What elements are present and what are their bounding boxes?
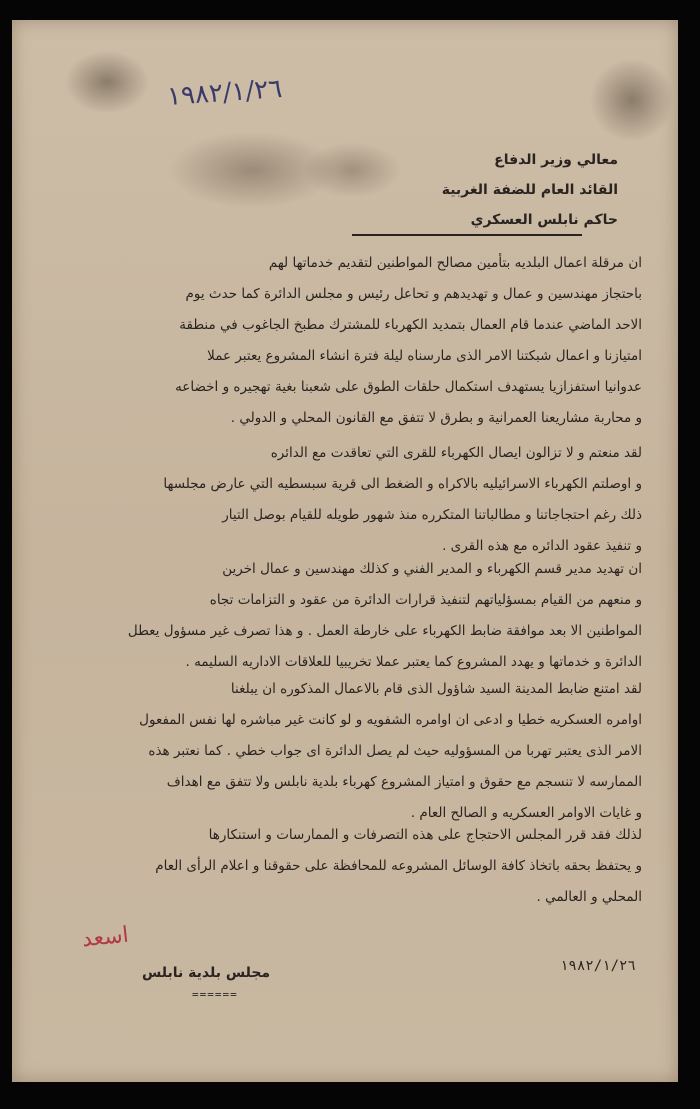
paragraph-2: [72, 438, 642, 562]
text-line: عدوانيا استفزازيا يستهدف استكمال حلقات الطوق على شعبنا بغية تهجيره و اخضاعه: [175, 379, 642, 395]
text-line: و يحتفظ بحقه باتخاذ كافة الوسائل المشروعه للمحافظة على حقوقنا و اعلام الرأى العام: [155, 858, 642, 874]
text-line: الممارسه لا تنسجم مع حقوق و امتياز المشروع كهرباء بلدية نابلس ولا تتفق مع اهداف: [166, 774, 642, 790]
council-name: مجلس بلدية نابلس: [142, 965, 271, 981]
text-line: اوامره العسكريه خطيا و ادعى ان اوامره الشفويه و لو كانت غير مباشره لها نفس المفعول: [139, 712, 642, 728]
text-line: و غايات الاوامر العسكريه و الصالح العام .: [410, 805, 642, 821]
handwritten-signature: اسعد: [80, 922, 130, 953]
document-date: ١٩٨٢/١/٢٦: [560, 958, 636, 974]
document-sheet: [12, 20, 678, 1082]
paragraph-4: [72, 674, 642, 829]
addressee-commander: القائد العام للضفة الغربية: [441, 182, 618, 198]
text-line: ذلك رغم احتجاجاتنا و مطالباتنا المتكرره منذ شهور طويله للقيام بوصل التيار: [222, 507, 642, 523]
text-line: و اوصلتم الكهرباء الاسرائيليه بالاكراه و الضغط الى قرية سبسطيه التي عارض مجلسها: [163, 476, 642, 492]
addressee-minister: معالي وزير الدفاع: [494, 152, 618, 168]
text-line: الدائرة و خدماتها و يهدد المشروع كما يعتبر عملا تخريبيا للعلاقات الاداريه السليمه .: [185, 654, 642, 670]
text-line: الامر الذى يعتبر تهربا من المسؤوليه حيث لم يصل الدائرة اى جواب خطي . كما نعتبر هذه: [148, 743, 642, 759]
addressee-governor: حاكم نابلس العسكري: [470, 212, 618, 228]
council-underline: ======: [192, 988, 238, 1001]
text-line: ان تهديد مدير قسم الكهرباء و المدير الفني و كذلك مهندسين و عمال اخرين: [222, 561, 642, 577]
addressee-rule: [352, 234, 582, 236]
text-line: المحلي و العالمي .: [536, 889, 642, 905]
text-line: الاحد الماضي عندما قام العمال بتمديد الكهرباء للمشترك مطبخ الجاغوب في منطقة: [179, 317, 642, 333]
text-line: المواطنين الا بعد موافقة ضابط الكهرباء على خارطة العمل . و هذا تصرف غير مسؤول يعطل: [127, 623, 642, 639]
text-line: باحتجاز مهندسين و عمال و تهديدهم و تحاعل رئيس و مجلس الدائرة كما حدث يوم: [185, 286, 642, 302]
text-line: لذلك فقد قرر المجلس الاحتجاج على هذه التصرفات و الممارسات و استنكارها: [208, 827, 642, 843]
text-line: امتيازنا و اعمال شبكتنا الامر الذى مارسناه ليلة فترة انشاء المشروع يعتبر عملا: [207, 348, 642, 364]
text-line: و منعهم من القيام بمسؤلياتهم لتنفيذ قرارات الدائرة من عقود و التزامات تجاه: [209, 592, 642, 608]
text-line: لقد امتنع ضابط المدينة السيد شاؤول الذى قام بالاعمال المذكوره ان يبلغنا: [230, 681, 642, 697]
paragraph-1: [72, 248, 642, 434]
paragraph-3: [72, 554, 642, 678]
text-line: لقد منعتم و لا تزالون ايصال الكهرباء للقرى التي تعاقدت مع الدائره: [270, 445, 642, 461]
text-line: ان مرقلة اعمال البلديه بتأمين مصالح المواطنين لتقديم خدماتها لهم: [268, 255, 642, 271]
text-line: و تنفيذ عقود الدائره مع هذه القرى .: [442, 538, 642, 554]
text-line: و محاربة مشاريعنا العمرانية و بطرق لا تتفق مع القانون المحلي و الدولي .: [230, 410, 642, 426]
handwritten-date: ١٩٨٢/١/٢٦: [166, 74, 284, 112]
paragraph-5: [72, 820, 642, 913]
